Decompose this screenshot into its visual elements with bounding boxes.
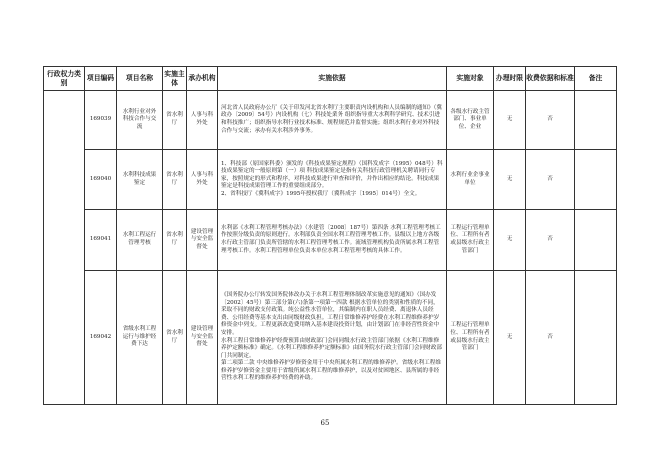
office-cell: 人事与科外处: [187, 91, 218, 150]
target-cell: 工程运行管理单位、工程所有者或县级水行政主管部门: [447, 271, 494, 405]
table-row: [44, 271, 617, 405]
subject-cell: 省水利厅: [163, 91, 187, 150]
remark-cell: [575, 91, 617, 150]
code-cell: 169041: [85, 210, 117, 271]
office-cell: 建设管理与安全监督处: [187, 271, 218, 405]
name-cell: 水利科技成果鉴定: [117, 150, 163, 210]
basis-cell: [218, 150, 447, 210]
fee-cell: 否: [526, 91, 575, 150]
remark-cell: [575, 271, 617, 405]
header-office: 承办机构: [187, 67, 218, 91]
document-page: [43, 66, 616, 409]
name-cell: 省级水利工程运行与维护经费下达: [117, 271, 163, 405]
basis-cell: [218, 91, 447, 150]
code-cell: 169039: [85, 91, 117, 150]
limit-cell: 无: [494, 91, 526, 150]
code-cell: 169040: [85, 150, 117, 210]
category-cell: [44, 91, 85, 405]
administrative-power-table: [43, 66, 617, 405]
header-remark: 备注: [575, 67, 617, 91]
page-number: 65: [320, 419, 330, 427]
target-cell: 工程运行管理单位、工程所有者或县级水行政主管部门: [447, 210, 494, 271]
basis-paragraph: 水利工程日常维修养护经费预算由财政部门会同同级水行政主管部门依据《水利工程维修养护定额标准》确定。《水利工程维修养护定额标准》由国务院水行政主管部门会同财政部门共同制定。: [221, 337, 442, 359]
header-fee: 收费依据和标准: [526, 67, 575, 91]
name-cell: 水利行业对外科技合作与交流: [117, 91, 163, 150]
limit-cell: 无: [494, 210, 526, 271]
header-category: 行政权力类别: [44, 67, 85, 91]
header-subject: 实施主体: [163, 67, 187, 91]
basis-paragraph: 第二项第二款 中央维修养护岁修资金用于中央所属水利工程的维修养护。省级水利工程维修养护岁修资金主要用于省级所属水利工程的维修养护，以及对贫困地区、县所属的非经营性水利工程的维修养护经费的补助。: [221, 360, 441, 382]
fee-cell: 否: [526, 271, 575, 405]
table-row: [44, 210, 617, 271]
fee-cell: 否: [526, 210, 575, 271]
basis-cell: [218, 210, 447, 271]
basis-paragraph: 2、省科技厅《冀科成字》1995年授权我厅（冀科成字〔1995〕014号）全文。: [221, 190, 421, 197]
remark-cell: [575, 210, 617, 271]
office-cell: 建设管理与安全监督处: [187, 210, 218, 271]
basis-paragraph: 河北省人民政府办公厅《关于印发河北省水利厅主要职责内设机构和人员编制的通知》（冀政办〔2009〕54号）内设机构（七）科技处業务 组织指导重大水利科学研究、技术引进和科技推广；组织指导水利行业技术标准、规程规范并监督实施；组织水利行业对外科技合作与交流；承办有关水利涉外事务。: [221, 104, 442, 134]
limit-cell: 无: [494, 150, 526, 210]
office-cell: 人事与科外处: [187, 150, 218, 210]
header-target: 实施对象: [447, 67, 494, 91]
table-row: [44, 150, 617, 210]
basis-paragraph: 水利部《水利工程管理考核办法》（水建管〔2008〕187号）第四条 水利工程管理考核工作按照分级负责的原则进行。水利部负责全国水利工程管理考核工作。县级以上地方各级水行政主管部门负责所管辖的水利工程管理考核工作。流域管理机构负责所属水利工程管理考核工作。水利工程管理单位负责本单位水利工程管理考核的具体工作。: [221, 224, 441, 254]
basis-paragraph: 《国务院办公厅转发国务院体改办关于水利工程管理体制改革实施意见的通知》（国办发〔2002〕45号）第三部分第(六)条第一项第一四款 根据水管单位的类别和性质的不同，采取不同的财政支付政策。纯公益性水管单位，其编制内在职人员经费、离退休人员经费、公用经费等基本支出由同级财政负担。工程日常维修养护经费在水利工程维修养护岁修资金中列支。工程更新改造费用纳入基本建设投资计划，由计划部门在非经营性资金中安排。: [221, 291, 440, 336]
subject-cell: 省水利厅: [163, 210, 187, 271]
remark-cell: [575, 150, 617, 210]
target-cell: 水利行业企事业单位: [447, 150, 494, 210]
header-code: 项目编码: [85, 67, 117, 91]
fee-cell: 否: [526, 150, 575, 210]
header-basis: 实施依据: [218, 67, 447, 91]
subject-cell: 省水利厅: [163, 150, 187, 210]
header-name: 项目名称: [117, 67, 163, 91]
basis-cell: [218, 271, 447, 405]
table-header-row: [44, 67, 617, 91]
limit-cell: 无: [494, 271, 526, 405]
target-cell: 各级水行政主管部门、事业单位、企业: [447, 91, 494, 150]
basis-paragraph: 1、科技部（原国家科委）颁发的《科技成果鉴定规程》（国科发成字（1995）048号）科技成果鉴定的一般原则第（一）项 科技成果鉴定是指有关科技行政管理机关聘请同行专家，按照规定的形式和程序，对科技成果进行审查和评价，并作出相应的结论。科技成果鉴定是科技成果管理工作的重要组成部分。: [221, 160, 443, 190]
code-cell: 169042: [85, 271, 117, 405]
name-cell: 水利工程运行管理考核: [117, 210, 163, 271]
subject-cell: 省水利厅: [163, 271, 187, 405]
table-row: [44, 91, 617, 150]
header-limit: 办理时限: [494, 67, 526, 91]
